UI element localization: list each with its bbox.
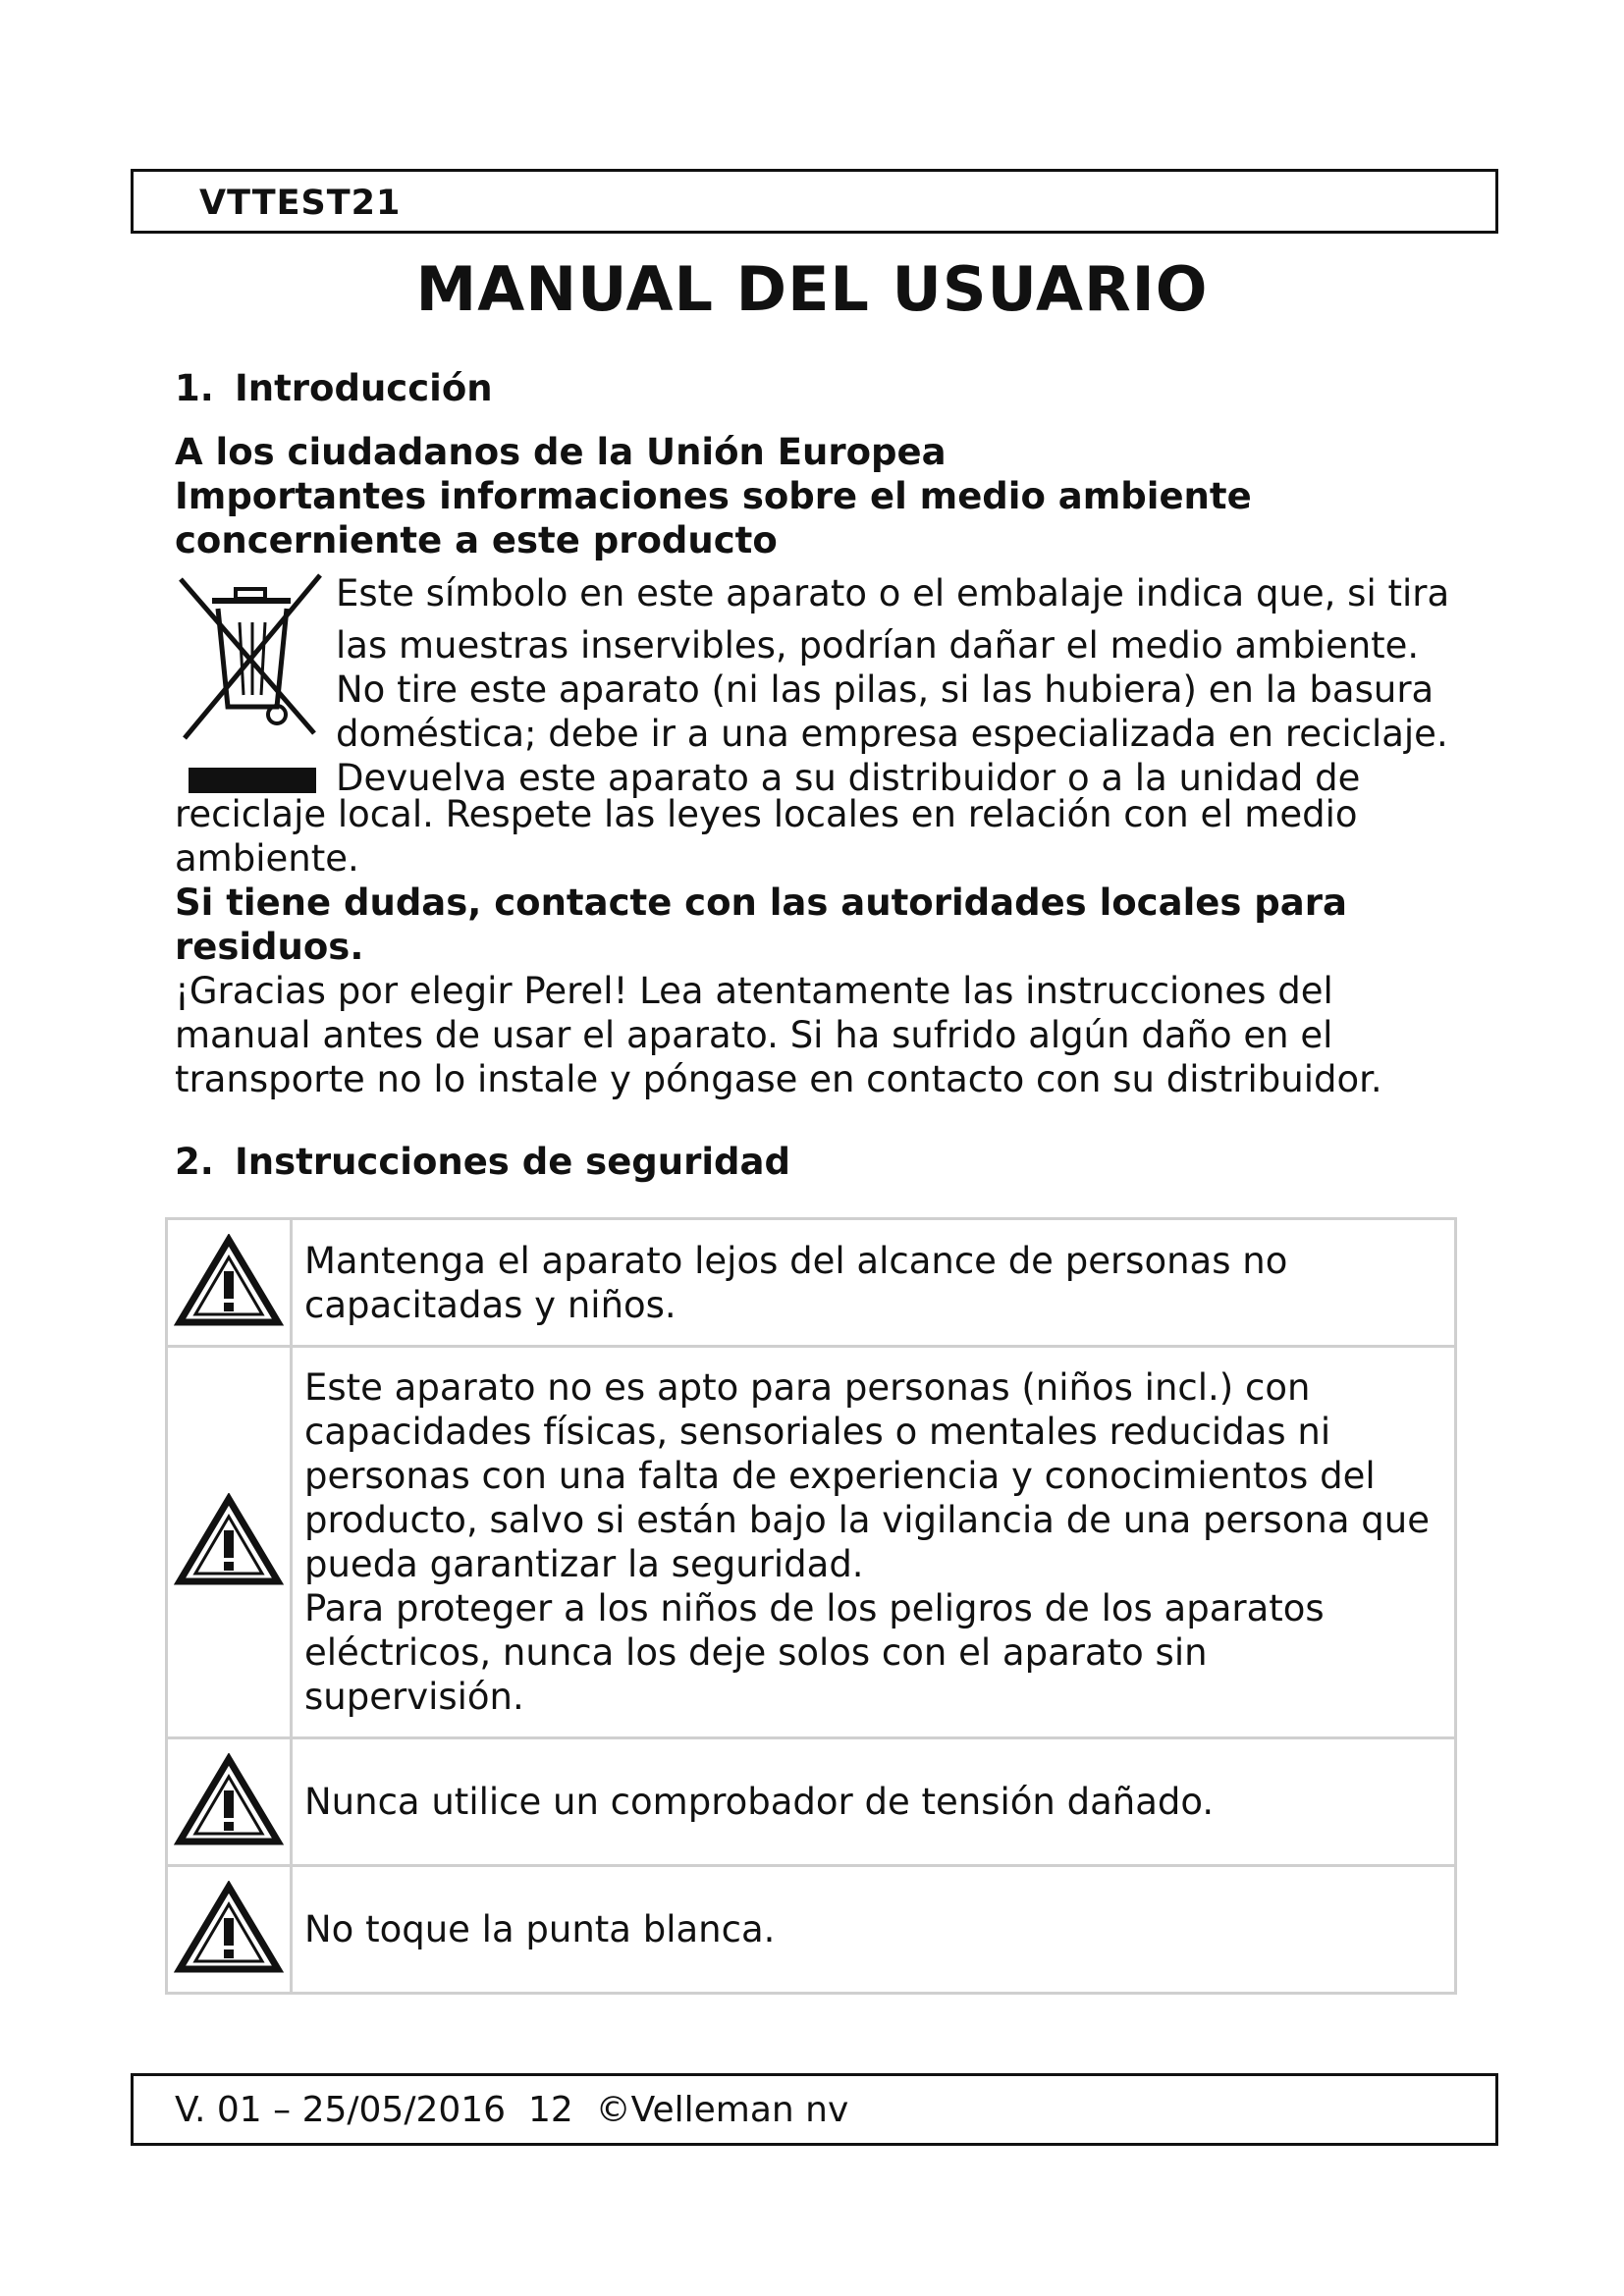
weee-line: No tire este aparato (ni las pilas, si las hubiera) en la basura: [336, 668, 1435, 711]
page-title: MANUAL DEL USUARIO: [415, 253, 1209, 325]
safety-table: [165, 1217, 1457, 1995]
safety-line: producto, salvo si están bajo la vigilancia de una persona que: [304, 1499, 1431, 1541]
section-2-heading: [175, 1141, 790, 1184]
eu-line: concerniente a este producto: [175, 519, 778, 561]
table-row: [167, 1738, 1456, 1866]
section-2-number: 2.: [175, 1141, 214, 1183]
safety-text: [292, 1866, 1456, 1994]
local-authority-notice: Si tiene dudas, contacte con las autoridades locales para: [175, 881, 1347, 924]
footer-box: [131, 2073, 1498, 2146]
safety-line: Mantenga el aparato lejos del alcance de personas no: [304, 1239, 1288, 1282]
safety-line: capacidades físicas, sensoriales o mentales reducidas ni: [304, 1411, 1331, 1453]
warning-triangle-icon: [174, 1881, 284, 1975]
safety-line: No toque la punta blanca.: [304, 1908, 776, 1950]
safety-text: [292, 1219, 1456, 1347]
model-number: VTTEST21: [199, 184, 402, 223]
section-1-body: [175, 792, 1481, 1101]
icon-cell: [167, 1347, 292, 1738]
weee-text: [336, 571, 1485, 800]
safety-line: Nunca utilice un comprobador de tensión dañado.: [304, 1781, 1215, 1823]
safety-line: Este aparato no es apto para personas (niños incl.) con: [304, 1366, 1311, 1409]
warning-triangle-icon: [174, 1234, 284, 1328]
safety-line: pueda garantizar la seguridad.: [304, 1543, 864, 1585]
warning-triangle-icon: [174, 1493, 284, 1587]
crossed-out-bin-icon: [175, 571, 324, 799]
table-row: [167, 1347, 1456, 1738]
footer-text: V. 01 – 25/05/2016 12 ©Velleman nv: [175, 2090, 849, 2130]
safety-text: [292, 1738, 1456, 1866]
table-row: [167, 1219, 1456, 1347]
safety-line: Para proteger a los niños de los peligros de los aparatos: [304, 1587, 1325, 1629]
table-row: [167, 1866, 1456, 1994]
section-1-number: 1.: [175, 367, 214, 409]
weee-line: Devuelva este aparato a su distribuidor o a la unidad de: [336, 757, 1361, 799]
section-1-title: Introducción: [235, 367, 493, 409]
eu-line: A los ciudadanos de la Unión Europea: [175, 431, 947, 473]
weee-line: doméstica; debe ir a una empresa especializada en reciclaje.: [336, 713, 1448, 755]
icon-cell: [167, 1738, 292, 1866]
section-1-heading: [175, 367, 493, 410]
local-authority-notice: residuos.: [175, 926, 364, 968]
thanks-line: ¡Gracias por elegir Perel! Lea atentamente las instrucciones del: [175, 970, 1333, 1012]
eu-line: Importantes informaciones sobre el medio ambiente: [175, 475, 1252, 517]
safety-line: personas con una falta de experiencia y conocimientos del: [304, 1455, 1376, 1497]
safety-line: capacitadas y niños.: [304, 1283, 677, 1326]
icon-cell: [167, 1219, 292, 1347]
body-line: ambiente.: [175, 837, 359, 880]
section-2-title: Instrucciones de seguridad: [235, 1141, 790, 1183]
thanks-line: transporte no lo instale y póngase en contacto con su distribuidor.: [175, 1058, 1382, 1100]
safety-line: supervisión.: [304, 1676, 524, 1718]
warning-triangle-icon: [174, 1753, 284, 1847]
icon-cell: [167, 1866, 292, 1994]
thanks-line: manual antes de usar el aparato. Si ha sufrido algún daño en el: [175, 1014, 1333, 1056]
safety-text: [292, 1347, 1456, 1738]
safety-line: eléctricos, nunca los deje solos con el aparato sin: [304, 1631, 1208, 1674]
weee-line: las muestras inservibles, podrían dañar el medio ambiente.: [336, 624, 1420, 667]
body-line: reciclaje local. Respete las leyes locales en relación con el medio: [175, 793, 1358, 835]
eu-notice-heading: [175, 430, 1481, 562]
weee-line: Este símbolo en este aparato o el embalaje indica que, si tira: [336, 572, 1450, 614]
header-box: [131, 169, 1498, 234]
